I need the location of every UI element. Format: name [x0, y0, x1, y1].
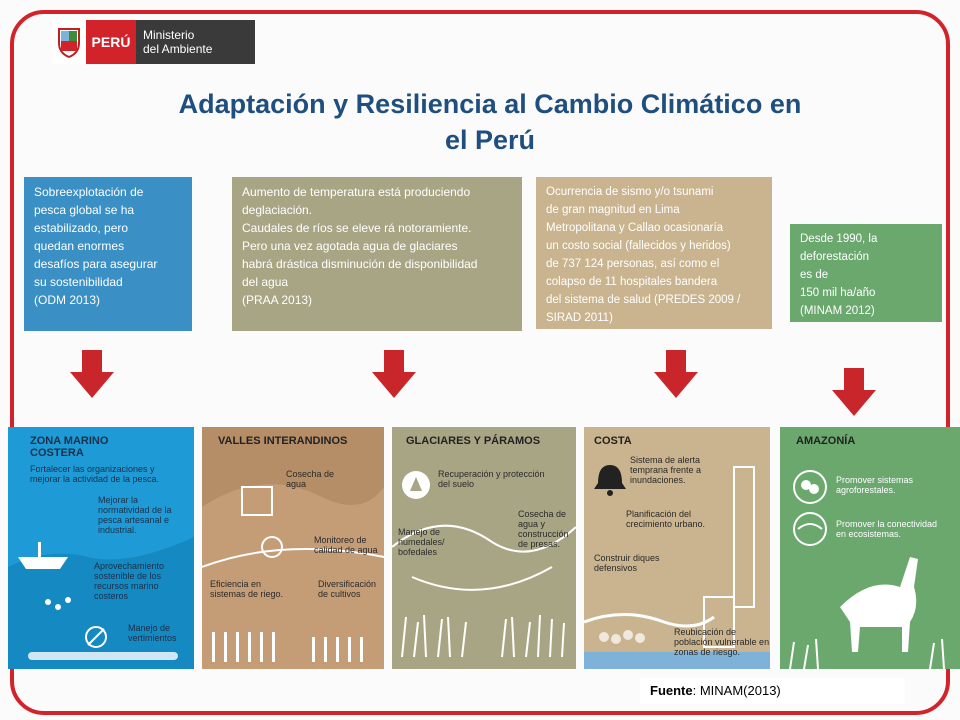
info-box-line: estabilizado, pero [34, 221, 129, 235]
source-label: Fuente [650, 683, 693, 698]
logo-ministry-line2: del Ambiente [143, 42, 213, 56]
info-box-line: de 737 124 personas, así como el [546, 258, 720, 270]
panel-item: Recuperación y protección del suelo [438, 469, 545, 489]
panel-valles-interandinos [202, 427, 384, 669]
info-box-line: Caudales de ríos se eleve rá notoramiente. [242, 221, 472, 235]
info-box-line: Pero una vez agotada agua de glaciares [242, 239, 458, 253]
info-box-line: del agua [242, 275, 289, 289]
panel-glaciares-paramos [392, 427, 576, 669]
panel-item: Planificación del crecimiento urbano. [626, 509, 706, 529]
info-box-line: (PRAA 2013) [242, 293, 313, 307]
info-box-line: deforestación [800, 251, 870, 263]
info-box-line: Metropolitana y Callao ocasionaría [546, 222, 724, 234]
panel-item: Aprovechamiento sostenible de los recursos marino costeros [94, 561, 165, 601]
page-title [90, 86, 890, 158]
panel-title: COSTA [594, 435, 632, 447]
info-box-fishing [24, 177, 192, 331]
logo-ministry-line1: Ministerio [143, 28, 195, 42]
panel-item: Cosecha de agua y construcción de presas. [518, 509, 569, 549]
info-box-line: de gran magnitud en Lima [546, 204, 680, 216]
info-box-earthquake [536, 177, 772, 329]
info-box-line: es de [800, 269, 829, 281]
info-box-line: SIRAD 2011) [546, 312, 613, 324]
panel-item: Reubicación de población vulnerable en zonas de riesgo. [674, 627, 770, 657]
info-box-line: Aumento de temperatura está produciendo [242, 185, 471, 199]
info-box-line: (MINAM 2012) [800, 305, 875, 317]
info-box-line: deglaciación. [242, 203, 313, 217]
coat-of-arms-icon [52, 20, 86, 64]
panel-item: Manejo de humedales/ bofedales [398, 527, 445, 557]
info-box-line: desafíos para asegurar [34, 257, 158, 271]
source-value: : MINAM(2013) [692, 683, 781, 698]
info-box-line: su sostenibilidad [34, 275, 123, 289]
panel-title: VALLES INTERANDINOS [218, 435, 348, 447]
info-box-line: Desde 1990, la [800, 233, 878, 245]
down-arrow-icon [654, 350, 698, 400]
panel-item: Cosecha de agua [286, 469, 335, 489]
down-arrow-icon [372, 350, 416, 400]
panel-title: GLACIARES Y PÁRAMOS [406, 435, 541, 447]
logo-ministry [136, 20, 255, 64]
info-box-line: pesca global se ha [34, 203, 135, 217]
source-caption [640, 678, 905, 704]
logo-country: PERÚ [86, 20, 136, 64]
info-box-line: (ODM 2013) [34, 293, 101, 307]
title-line1: Adaptación y Resiliencia al Cambio Climático en [178, 89, 802, 119]
title-line2: el Perú [444, 125, 536, 155]
panel-item: Manejo de vertimientos [128, 623, 177, 643]
panel-item: Sistema de alerta temprana frente a inundaciones. [630, 455, 702, 485]
panel-item: Construir diques defensivos [594, 553, 660, 573]
panel-item: Mejorar la normatividad de la pesca artesanal e industrial. [98, 495, 172, 535]
panel-title: ZONA MARINO COSTERA [30, 435, 109, 459]
info-box-line: del sistema de salud (PREDES 2009 / [546, 294, 741, 306]
panel-subtitle: Fortalecer las organizaciones y mejorar la actividad de la pesca. [30, 464, 160, 484]
info-box-deforestation [790, 224, 942, 322]
panel-amazonia [780, 427, 960, 669]
info-box-line: colapso de 11 hospitales bandera [546, 276, 718, 288]
info-box-line: quedan enormes [34, 239, 125, 253]
panel-item: Promover sistemas agroforestales. [836, 475, 914, 495]
info-box-glaciers [232, 177, 522, 331]
info-box-line: 150 mil ha/año [800, 287, 876, 299]
panel-item: Eficiencia en sistemas de riego. [210, 579, 284, 599]
panel-item: Diversificación de cultivos [318, 579, 377, 599]
info-box-line: Ocurrencia de sismo y/o tsunami [546, 186, 714, 198]
panel-zona-marino-costera [8, 427, 194, 669]
ministry-logo [52, 20, 255, 64]
info-box-line: un costo social (fallecidos y heridos) [546, 240, 731, 252]
info-box-line: Sobreexplotación de [34, 185, 144, 199]
panel-item: Promover la conectividad en ecosistemas. [836, 519, 938, 539]
panel-costa [584, 427, 770, 669]
down-arrow-icon [832, 368, 876, 418]
panel-title: AMAZONÍA [796, 435, 856, 447]
down-arrow-icon [70, 350, 114, 400]
info-box-line: habrá drástica disminución de disponibilidad [242, 257, 478, 271]
panel-item: Monitoreo de calidad de agua [314, 535, 378, 555]
